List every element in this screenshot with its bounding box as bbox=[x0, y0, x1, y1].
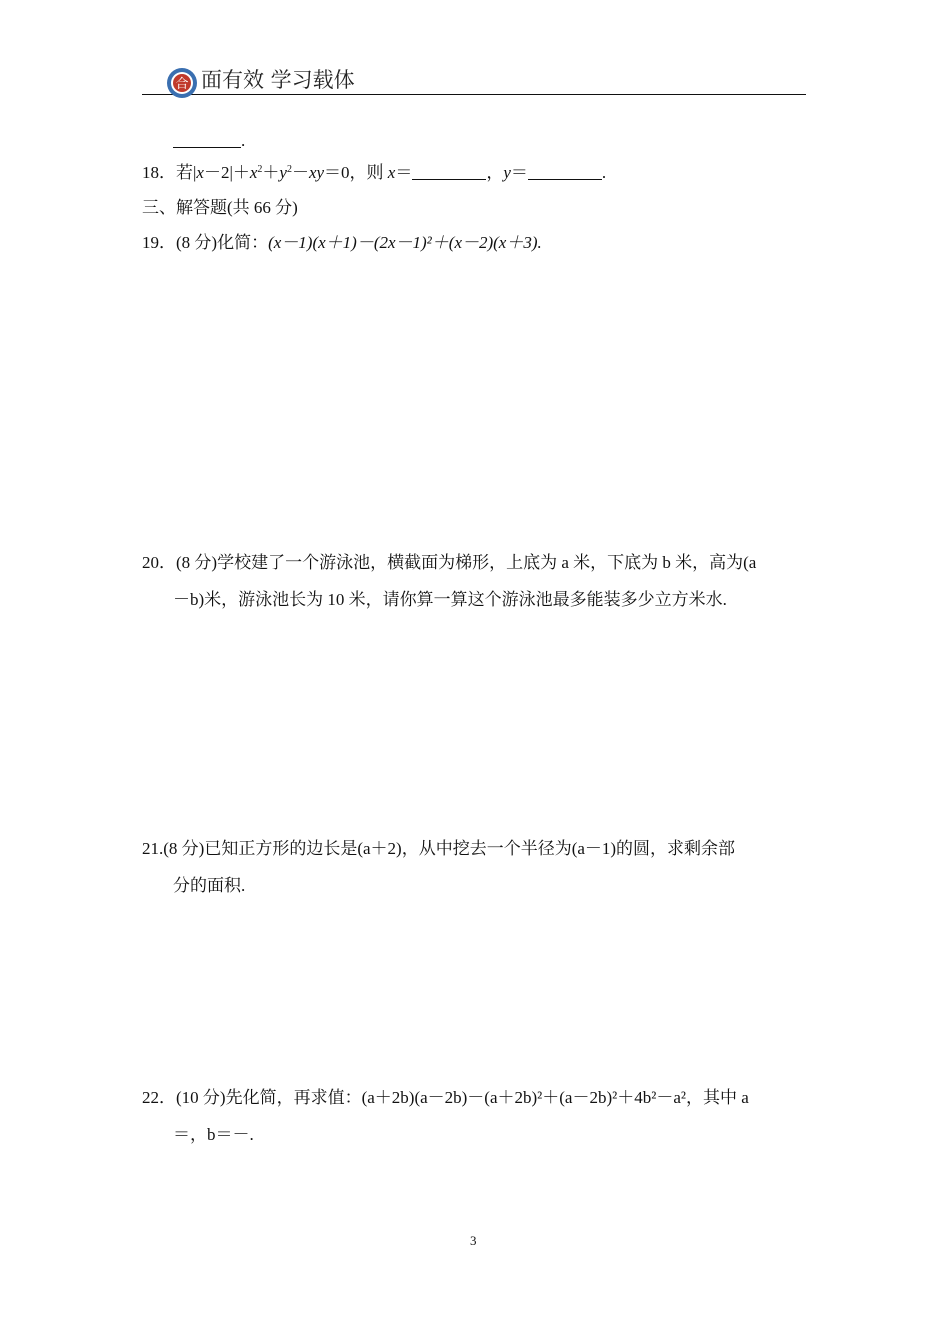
q19-expression: (x－1)(x＋1)－(2x－1)²＋(x－2)(x＋3). bbox=[268, 233, 542, 252]
answer-blank-y bbox=[528, 164, 602, 180]
question-21-line2: 分的面积. bbox=[173, 876, 246, 895]
page-header bbox=[142, 62, 806, 95]
question-20: 20．(8 分)学校建了一个游泳池，横截面为梯形，上底为 a 米，下底为 b 米，高为(a bbox=[142, 553, 757, 572]
question-18: 18．若$|x-2|+x^2+y^2-xy=0$，则 x＝ ，y＝ . bbox=[142, 163, 607, 182]
answer-blank bbox=[173, 132, 241, 148]
section-heading: 三、解答题(共 66 分) bbox=[142, 198, 298, 217]
q17-tail: . bbox=[173, 130, 245, 152]
header-title: 面有效 学习载体 bbox=[201, 68, 355, 92]
logo-char: 合 bbox=[175, 77, 189, 92]
question-22-line2: ＝，b＝－. bbox=[173, 1125, 254, 1144]
page-number: 3 bbox=[470, 1233, 477, 1248]
question-22: 22．(10 分)先化简，再求值：(a＋2b)(a－2b)－(a＋2b)²＋(a－2b)²＋4b²－a²，其中 a bbox=[142, 1088, 749, 1107]
question-21: 21.(8 分)已知正方形的边长是(a＋2)，从中挖去一个半径为(a－1)的圆，求剩余部 bbox=[142, 839, 736, 858]
answer-blank-x bbox=[412, 164, 486, 180]
question-20-line2: －b)米，游泳池长为 10 米，请你算一算这个游泳池最多能装多少立方米水. bbox=[173, 590, 727, 609]
school-emblem-icon bbox=[166, 67, 198, 99]
question-19: 19．(8 分)化简：(x－1)(x＋1)－(2x－1)²＋(x－2)(x＋3). bbox=[142, 233, 542, 252]
